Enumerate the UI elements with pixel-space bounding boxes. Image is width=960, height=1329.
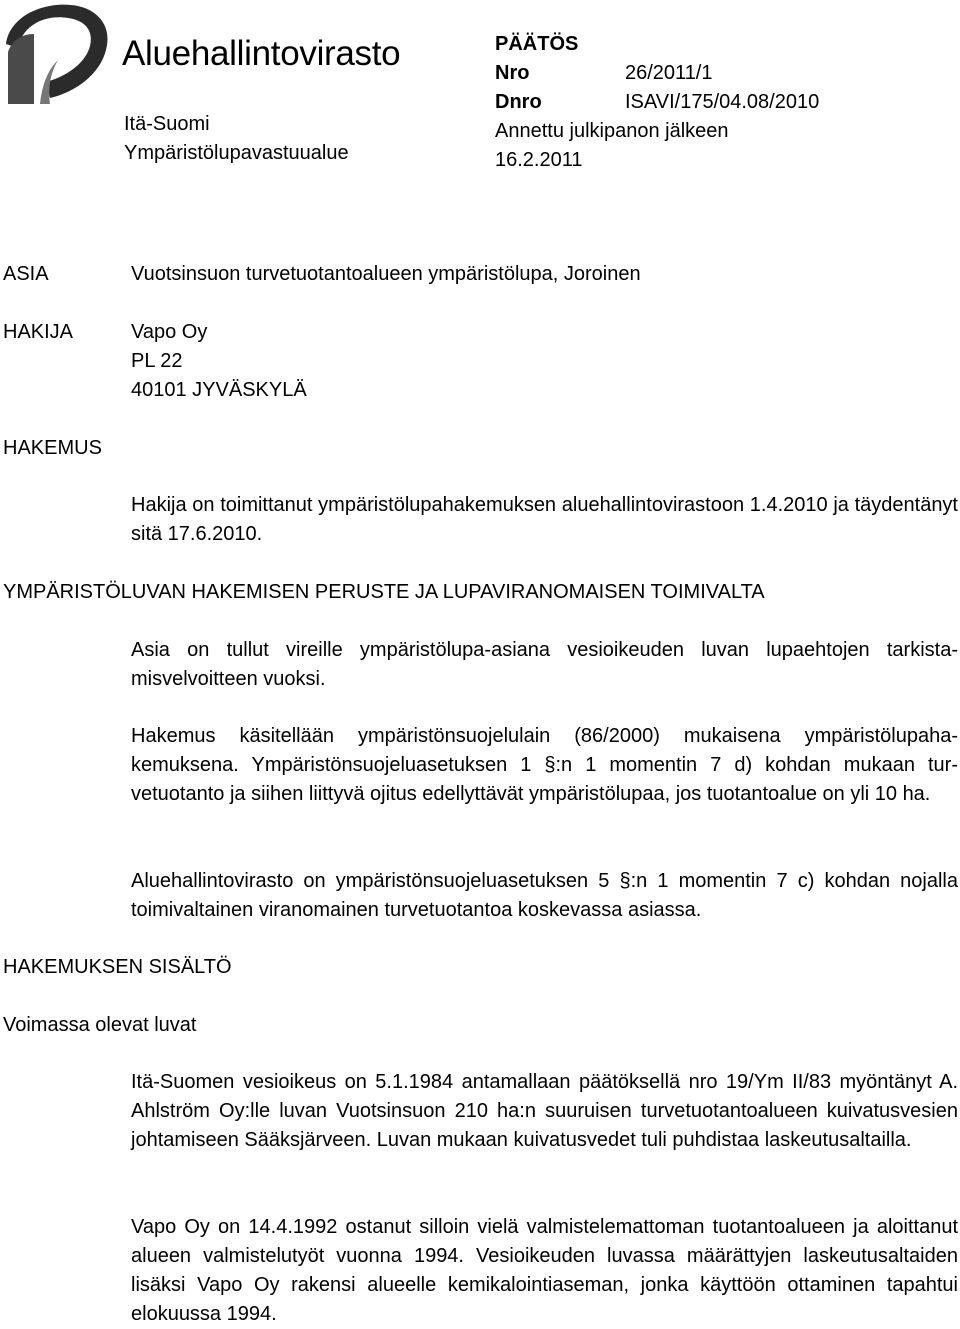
sisalto-paragraph-1: Itä-Suomen vesioikeus on 5.1.1984 antamallaan päätöksellä nro 19/Ym II/83 myöntänyt A. Ahlström Oy:lle luvan Vuotsinsuon 210 ha:n suuruisen turvetuotantoalueen kuivatusvesien johtamiseen Sääksjärveen. Luvan mukaan kuivatusvedet tuli puhdistaa laskeutusaltailla.: [131, 1071, 958, 1151]
peruste-paragraph-1: Asia on tullut vireille ympäristölupa-asiana vesioikeuden luvan lupaehtojen tarkistamisvelvoitteen vuoksi.: [131, 639, 958, 690]
sisalto-paragraph-2: Vapo Oy on 14.4.1992 ostanut silloin vielä valmistelemattoman tuotantoalueen ja aloittanut alueen valmistelutyöt vuonna 1994. Vesioikeuden luvassa määrättyjen laskeutusaltaiden lisäksi Vapo Oy rakensi alueelle kemikalointiaseman, jonka käyttöön ottaminen tapahtui elokuussa 1994.: [131, 1216, 958, 1325]
sisalto-subheading: Voimassa olevat luvat: [3, 1014, 197, 1036]
dnro-label: Dnro: [495, 91, 542, 113]
hakija-box: PL 22: [131, 350, 183, 372]
agency-region: Itä-Suomi: [124, 113, 210, 135]
agency-department: Ympäristölupavastuualue: [124, 142, 349, 164]
hakija-address: [131, 318, 307, 405]
agency-brand-name: Aluehallintovirasto: [122, 34, 401, 73]
peruste-heading: YMPÄRISTÖLUVAN HAKEMISEN PERUSTE JA LUPAVIRANOMAISEN TOIMIVALTA: [3, 581, 765, 603]
sisalto-heading: HAKEMUKSEN SISÄLTÖ: [3, 956, 232, 978]
hakija-name: Vapo Oy: [131, 321, 208, 343]
decision-title: PÄÄTÖS: [495, 33, 579, 55]
nro-label: Nro: [495, 62, 530, 84]
decision-meta: [495, 30, 819, 175]
issued-date: 16.2.2011: [495, 149, 583, 171]
asia-label: ASIA: [3, 263, 49, 285]
hakija-city: 40101 JYVÄSKYLÄ: [131, 379, 307, 401]
asia-value: Vuotsinsuon turvetuotantoalueen ympäristölupa, Joroinen: [131, 263, 641, 285]
nro-value: 26/2011/1: [625, 62, 713, 84]
peruste-paragraph-3: Aluehallintovirasto on ympäristönsuojeluasetuksen 5 §:n 1 momentin 7 c) kohdan nojalla toimivaltainen viranomainen turvetuotantoa koskevassa asiassa.: [131, 870, 958, 921]
peruste-paragraph-2: Hakemus käsitellään ympäristönsuojelulain (86/2000) mukaisena ympäristölupahakemuksena. Ympäristönsuojeluasetuksen 1 §:n 1 momentin 7 d) kohdan mukaan turvetuotanto ja siihen liittyvä ojitus edellyttävät ympäristölupaa, jos tuotantoalue on yli 10 ha.: [131, 725, 958, 805]
hakija-label: HAKIJA: [3, 321, 74, 343]
agency-unit: [124, 110, 349, 168]
hakemus-label: HAKEMUS: [3, 437, 102, 459]
agency-logo-icon: [0, 0, 112, 108]
issued-text: Annettu julkipanon jälkeen: [495, 120, 729, 142]
hakemus-text: Hakija on toimittanut ympäristölupahakemuksen aluehallintovirastoon 1.4.2010 ja täydentänyt sitä 17.6.2010.: [131, 494, 958, 545]
dnro-value: ISAVI/175/04.08/2010: [625, 91, 820, 113]
